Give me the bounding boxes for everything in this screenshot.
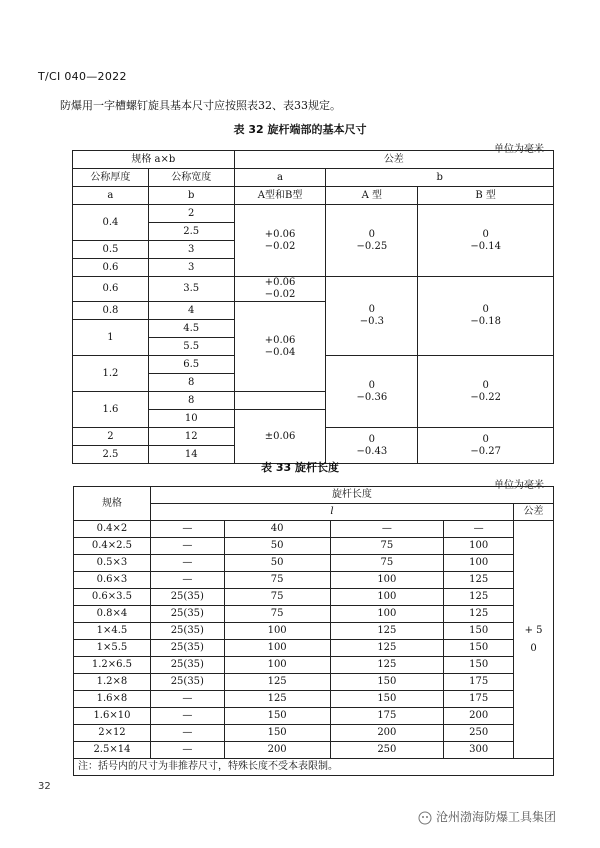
header-ab-type: A型和B型	[234, 187, 326, 205]
cell-b: 8	[148, 392, 234, 410]
cell-a: 0.4	[73, 205, 149, 241]
cell-length: 125	[224, 674, 330, 691]
table-row	[74, 555, 554, 572]
cell-length: 25(35)	[150, 657, 224, 674]
cell-length: 100	[224, 623, 330, 640]
table-row	[74, 623, 554, 640]
tol-value: 0	[482, 379, 489, 391]
cell-b: 3	[148, 259, 234, 277]
cell-length: 100	[444, 538, 514, 555]
tol-value: 0	[368, 304, 376, 315]
cell-length: 75	[224, 572, 330, 589]
header-thickness: 公称厚度	[73, 169, 149, 187]
cell-b: 6.5	[148, 356, 234, 374]
cell-length: 100	[330, 589, 444, 606]
cell-length: 75	[330, 555, 444, 572]
tol-value: +0.06	[264, 277, 296, 288]
header-spec: 规格 a×b	[73, 151, 235, 169]
cell-spec: 1.2×6.5	[74, 657, 151, 674]
cell-length: —	[150, 691, 224, 708]
cell-length: 100	[224, 640, 330, 657]
tol-zero: 0	[530, 642, 537, 654]
cell-spec: 1.2×8	[74, 674, 151, 691]
cell-length: 25(35)	[150, 606, 224, 623]
cell-tolerance	[514, 521, 554, 759]
table33	[73, 486, 554, 776]
cell-length: 150	[330, 674, 444, 691]
cell-a: 0.6	[73, 259, 149, 277]
tol-value: 0	[368, 379, 376, 391]
cell-b: 4.5	[148, 320, 234, 338]
table-row	[74, 572, 554, 589]
tol-value: 0	[368, 433, 376, 445]
cell-b: 3.5	[148, 277, 234, 302]
cell-tol-a	[234, 205, 326, 277]
table-row	[74, 640, 554, 657]
table33-note: 注：括号内的尺寸为非推荐尺寸，特殊长度不受本表限制。	[74, 759, 554, 776]
tol-value: −0.04	[264, 346, 296, 358]
watermark	[418, 808, 556, 825]
cell-length: 150	[444, 623, 514, 640]
cell-spec: 1×4.5	[74, 623, 151, 640]
table32-unit: 单位为毫米	[494, 144, 544, 155]
cell-length: 175	[444, 691, 514, 708]
cell-length: 50	[224, 538, 330, 555]
cell-length: 200	[224, 742, 330, 759]
cell-a: 0.8	[73, 302, 149, 320]
cell-length: —	[150, 708, 224, 725]
header-a: a	[73, 187, 149, 205]
cell-length: 125	[444, 606, 514, 623]
cell-length: 200	[330, 725, 444, 742]
cell-spec: 2.5×14	[74, 742, 151, 759]
table32	[72, 150, 554, 464]
cell-spec: 0.4×2	[74, 521, 151, 538]
cell-tol-b-a	[326, 277, 418, 356]
header-type-b: B 型	[418, 187, 554, 205]
cell-length: 100	[444, 555, 514, 572]
table-row	[74, 606, 554, 623]
cell-tol-a	[234, 277, 326, 302]
table33-caption: 表 33 旋杆长度	[261, 461, 339, 474]
header-spec: 规格	[74, 487, 151, 521]
cell-length: —	[330, 521, 444, 538]
cell-length: 100	[224, 657, 330, 674]
cell-tol-a	[234, 302, 326, 392]
intro-paragraph: 防爆用一字槽螺钉旋具基本尺寸应按照表32、表33规定。	[60, 99, 341, 112]
cell-length: —	[150, 572, 224, 589]
tol-value: 0	[482, 228, 489, 240]
table-row	[74, 725, 554, 742]
cell-length: 200	[444, 708, 514, 725]
cell-length: 50	[224, 555, 330, 572]
tol-value: −0.14	[470, 240, 501, 252]
header-type-a: A 型	[326, 187, 418, 205]
table-row	[74, 538, 554, 555]
cell-length: 150	[444, 640, 514, 657]
tol-value: −0.43	[356, 445, 388, 457]
tol-value: +0.06	[264, 334, 296, 346]
table-row	[74, 708, 554, 725]
cell-length: —	[150, 725, 224, 742]
cell-b: 12	[148, 428, 234, 446]
cell-length: 75	[330, 538, 444, 555]
cell-spec: 1.6×10	[74, 708, 151, 725]
header-width: 公称宽度	[148, 169, 234, 187]
tol-value: +0.06	[264, 228, 296, 240]
cell-length: 25(35)	[150, 640, 224, 657]
cell-length: 25(35)	[150, 589, 224, 606]
cell-a: 2.5	[73, 446, 149, 464]
table-row	[74, 742, 554, 759]
table-row	[74, 589, 554, 606]
cell-length: 125	[330, 657, 444, 674]
cell-length: 125	[444, 572, 514, 589]
cell-spec: 1.6×8	[74, 691, 151, 708]
cell-length: 250	[330, 742, 444, 759]
cell-length: 175	[330, 708, 444, 725]
cell-spec: 0.6×3	[74, 572, 151, 589]
tol-value: −0.02	[264, 289, 296, 300]
cell-b: 8	[148, 374, 234, 392]
cell-spec: 0.4×2.5	[74, 538, 151, 555]
table-row	[74, 657, 554, 674]
cell-a: 1.2	[73, 356, 149, 392]
cell-length: 100	[330, 606, 444, 623]
cell-length: 300	[444, 742, 514, 759]
cell-length: 40	[224, 521, 330, 538]
cell-length: 150	[330, 691, 444, 708]
cell-spec: 0.8×4	[74, 606, 151, 623]
wechat-icon	[418, 811, 432, 825]
cell-a: 1	[73, 320, 149, 356]
cell-spec: 2×12	[74, 725, 151, 742]
tol-plus: + 5	[524, 624, 543, 636]
table-row	[74, 691, 554, 708]
cell-b: 5.5	[148, 338, 234, 356]
tol-value: −0.27	[470, 445, 501, 457]
cell-spec: 1×5.5	[74, 640, 151, 657]
cell-a: 1.6	[73, 392, 149, 428]
tol-value: −0.22	[470, 391, 501, 403]
cell-b: 3	[148, 241, 234, 259]
cell-b: 2	[148, 205, 234, 223]
cell-length: —	[150, 742, 224, 759]
cell-length: 150	[224, 725, 330, 742]
header-tol-b: b	[326, 169, 554, 187]
cell-length: 25(35)	[150, 623, 224, 640]
cell-length: 125	[330, 623, 444, 640]
cell-a: 0.5	[73, 241, 149, 259]
watermark-text: 沧州渤海防爆工具集团	[436, 810, 557, 824]
cell-length: 150	[224, 708, 330, 725]
cell-b: 10	[148, 410, 234, 428]
cell-tol-b-b	[418, 356, 554, 428]
header-tolerance: 公差	[234, 151, 553, 169]
cell-length: 125	[330, 640, 444, 657]
header-l: l	[150, 504, 513, 521]
cell-b: 14	[148, 446, 234, 464]
cell-length: 25(35)	[150, 674, 224, 691]
table-row	[74, 674, 554, 691]
table33-unit: 单位为毫米	[494, 480, 544, 491]
cell-length: —	[444, 521, 514, 538]
cell-length: 100	[330, 572, 444, 589]
tol-value: −0.18	[470, 316, 501, 327]
cell-tol-b-a	[326, 205, 418, 277]
header-length: 旋杆长度	[150, 487, 553, 504]
cell-tol-b-a	[326, 356, 418, 428]
cell-spec: 0.5×3	[74, 555, 151, 572]
document-code: T/CI 040—2022	[38, 70, 127, 83]
cell-length: —	[150, 555, 224, 572]
cell-length: 75	[224, 606, 330, 623]
cell-spec: 0.6×3.5	[74, 589, 151, 606]
cell-length: 125	[444, 589, 514, 606]
cell-b: 2.5	[148, 223, 234, 241]
tol-value: −0.36	[356, 391, 388, 403]
cell-length: 125	[224, 691, 330, 708]
cell-length: 250	[444, 725, 514, 742]
cell-length: 150	[444, 657, 514, 674]
page-number: 32	[38, 781, 51, 792]
cell-tol-b-b	[418, 205, 554, 277]
cell-a: 2	[73, 428, 149, 446]
tol-value: −0.02	[264, 240, 296, 252]
cell-tol-a: ±0.06	[234, 410, 326, 464]
cell-a: 0.6	[73, 277, 149, 302]
header-tol-a: a	[234, 169, 326, 187]
cell-length: —	[150, 521, 224, 538]
cell-length: —	[150, 538, 224, 555]
cell-length: 75	[224, 589, 330, 606]
cell-length: 175	[444, 674, 514, 691]
cell-b: 4	[148, 302, 234, 320]
tol-value: −0.25	[356, 240, 388, 252]
tol-value: 0	[368, 228, 376, 240]
tol-value: −0.3	[359, 316, 385, 327]
tol-value: 0	[482, 304, 489, 315]
header-tolerance: 公差	[514, 504, 554, 521]
cell-tol-b-b	[418, 277, 554, 356]
tol-value: 0	[482, 433, 489, 445]
table32-caption: 表 32 旋杆端部的基本尺寸	[233, 123, 367, 136]
table-row	[74, 521, 554, 538]
header-b: b	[148, 187, 234, 205]
